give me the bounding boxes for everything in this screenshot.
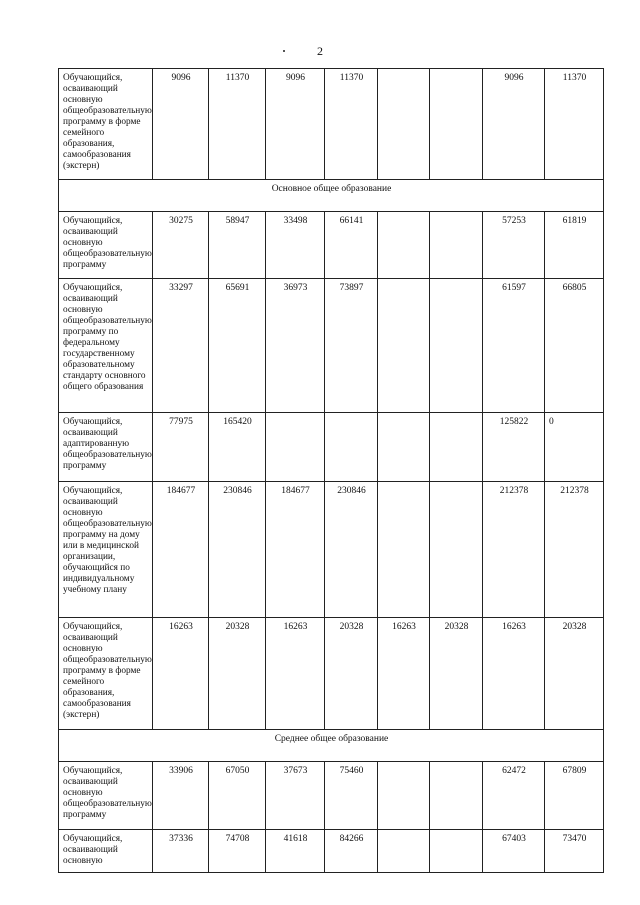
- value-cell: 9096: [266, 69, 325, 180]
- value-cell: 37336: [153, 830, 209, 873]
- value-cell: 184677: [153, 482, 209, 618]
- value-cell: 20328: [209, 618, 266, 730]
- value-cell: 67403: [483, 830, 545, 873]
- table-row: [59, 413, 604, 482]
- value-cell: [378, 69, 430, 180]
- value-cell: 0: [545, 413, 604, 482]
- table-row: [59, 762, 604, 830]
- value-cell: 165420: [209, 413, 266, 482]
- value-cell: [430, 413, 483, 482]
- value-cell: [378, 413, 430, 482]
- value-cell: [430, 482, 483, 618]
- value-cell: 16263: [153, 618, 209, 730]
- value-cell: 33498: [266, 212, 325, 279]
- value-cell: 73470: [545, 830, 604, 873]
- value-cell: 84266: [325, 830, 378, 873]
- value-cell: 9096: [483, 69, 545, 180]
- value-cell: 66141: [325, 212, 378, 279]
- value-cell: [430, 830, 483, 873]
- value-cell: [430, 279, 483, 413]
- row-label: Обучающийся, осваивающий основную общеобразовательную программу: [59, 762, 153, 830]
- value-cell: 125822: [483, 413, 545, 482]
- table-row: [59, 69, 604, 180]
- value-cell: [430, 69, 483, 180]
- value-cell: 30275: [153, 212, 209, 279]
- value-cell: 73897: [325, 279, 378, 413]
- section-row: [59, 730, 604, 762]
- value-cell: 20328: [430, 618, 483, 730]
- value-cell: 61597: [483, 279, 545, 413]
- value-cell: 57253: [483, 212, 545, 279]
- value-cell: 67050: [209, 762, 266, 830]
- value-cell: 77975: [153, 413, 209, 482]
- value-cell: 16263: [483, 618, 545, 730]
- row-label: Обучающийся, осваивающий основную общеобразовательную программу: [59, 212, 153, 279]
- value-cell: 9096: [153, 69, 209, 180]
- value-cell: [430, 212, 483, 279]
- value-cell: 20328: [545, 618, 604, 730]
- value-cell: [325, 413, 378, 482]
- value-cell: [378, 482, 430, 618]
- value-cell: [378, 212, 430, 279]
- value-cell: [378, 830, 430, 873]
- section-row: [59, 180, 604, 212]
- page-number: 2: [317, 44, 323, 58]
- value-cell: 212378: [483, 482, 545, 618]
- scan-speck: [283, 50, 285, 52]
- value-cell: 16263: [266, 618, 325, 730]
- value-cell: 11370: [209, 69, 266, 180]
- value-cell: 212378: [545, 482, 604, 618]
- value-cell: [430, 762, 483, 830]
- table-row: [59, 618, 604, 730]
- value-cell: 11370: [325, 69, 378, 180]
- value-cell: 67809: [545, 762, 604, 830]
- value-cell: 62472: [483, 762, 545, 830]
- value-cell: [378, 762, 430, 830]
- funding-rates-table: [58, 68, 604, 873]
- row-label: Обучающийся, осваивающий основную общеобразовательную программу на дому или в медицинской организации, обучающийся по индивидуальному учебному плану: [59, 482, 153, 618]
- value-cell: [266, 413, 325, 482]
- table-row: [59, 830, 604, 873]
- value-cell: 11370: [545, 69, 604, 180]
- value-cell: 184677: [266, 482, 325, 618]
- row-label: Обучающийся, осваивающий основную общеобразовательную программу в форме семейного образования, самообразования (экстерн): [59, 618, 153, 730]
- section-heading-secondary: Среднее общее образование: [59, 730, 604, 762]
- value-cell: 230846: [325, 482, 378, 618]
- value-cell: 58947: [209, 212, 266, 279]
- table-row: [59, 482, 604, 618]
- row-label: Обучающийся, осваивающий основную общеобразовательную программу по федеральному государственному образовательному стандарту основного общего образования: [59, 279, 153, 413]
- value-cell: 33906: [153, 762, 209, 830]
- row-label: Обучающийся, осваивающий основную: [59, 830, 153, 873]
- row-label: Обучающийся, осваивающий основную общеобразовательную программу в форме семейного образования, самообразования (экстерн): [59, 69, 153, 180]
- value-cell: 37673: [266, 762, 325, 830]
- value-cell: 66805: [545, 279, 604, 413]
- value-cell: 65691: [209, 279, 266, 413]
- value-cell: 75460: [325, 762, 378, 830]
- value-cell: 36973: [266, 279, 325, 413]
- value-cell: [378, 279, 430, 413]
- section-heading-basic: Основное общее образование: [59, 180, 604, 212]
- table-row: [59, 279, 604, 413]
- value-cell: 61819: [545, 212, 604, 279]
- row-label: Обучающийся, осваивающий адаптированную общеобразовательную программу: [59, 413, 153, 482]
- value-cell: 74708: [209, 830, 266, 873]
- value-cell: 230846: [209, 482, 266, 618]
- value-cell: 16263: [378, 618, 430, 730]
- table-row: [59, 212, 604, 279]
- value-cell: 20328: [325, 618, 378, 730]
- value-cell: 41618: [266, 830, 325, 873]
- value-cell: 33297: [153, 279, 209, 413]
